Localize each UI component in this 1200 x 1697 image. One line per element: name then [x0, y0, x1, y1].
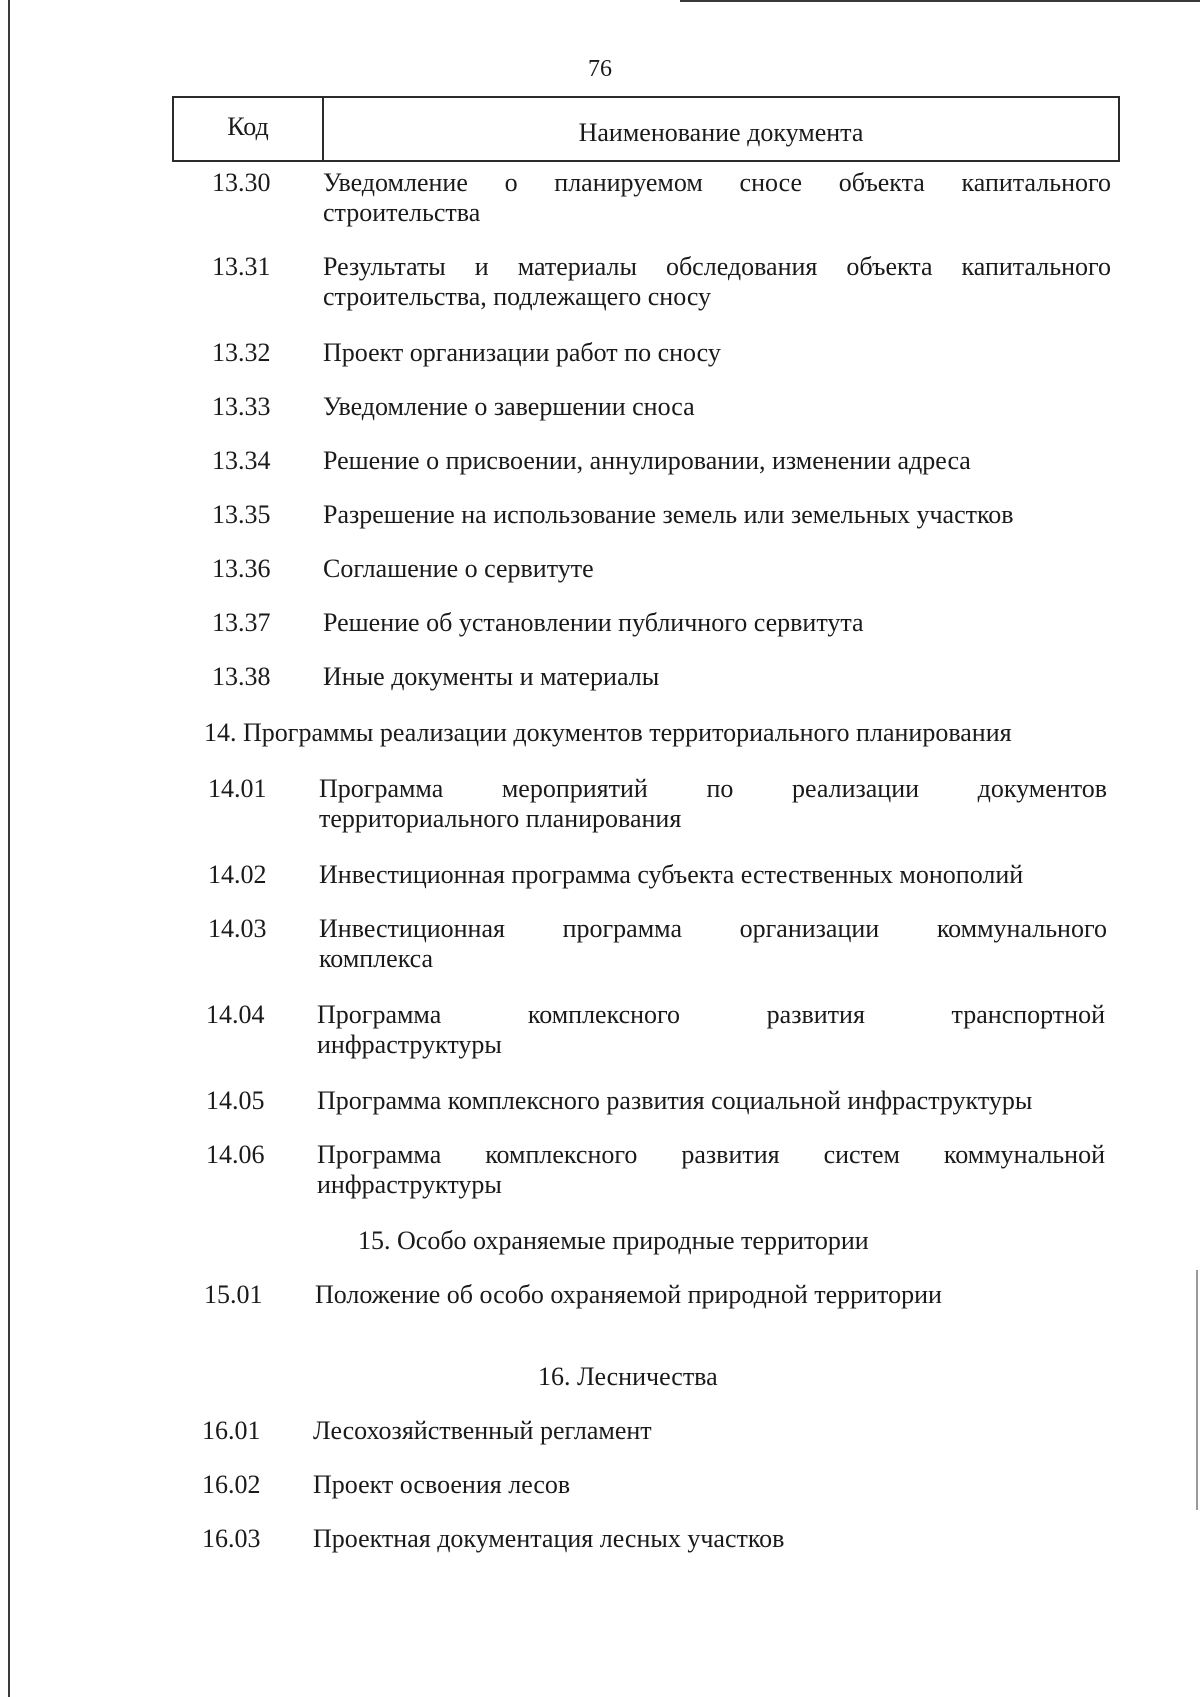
row-text: Инвестиционная программа субъекта естественных монополий [319, 860, 1024, 889]
row-text [317, 1000, 1105, 1060]
row-line-2: инфраструктуры [317, 1170, 502, 1199]
row-line-1: Уведомление о планируемом сносе объекта капитального [323, 168, 1111, 197]
row-text: Программа комплексного развития социальной инфраструктуры [317, 1086, 1033, 1115]
row-code: 14.03 [208, 914, 267, 943]
header-code: Код [227, 112, 269, 141]
row-code: 14.01 [208, 774, 267, 803]
row-line-2: строительства, подлежащего сносу [323, 282, 712, 311]
row-text [319, 774, 1107, 834]
scan-border-right [1196, 1270, 1198, 1510]
scan-border-top [680, 0, 1200, 2]
section-title: 16. Лесничества [538, 1362, 718, 1391]
row-line-1: Программа комплексного развития транспортной [317, 1000, 1105, 1029]
row-text: Проект организации работ по сносу [323, 338, 721, 367]
row-code: 13.38 [212, 662, 271, 691]
row-code: 14.05 [206, 1086, 265, 1115]
row-line-1: Инвестиционная программа организации коммунального [319, 914, 1107, 943]
row-text: Соглашение о сервитуте [323, 554, 594, 583]
row-text: Решение об установлении публичного сервитута [323, 608, 864, 637]
row-line-1: Программа комплексного развития систем коммунальной [317, 1140, 1105, 1169]
row-line-1: Результаты и материалы обследования объекта капитального [323, 252, 1111, 281]
row-code: 16.02 [202, 1470, 261, 1499]
row-text: Иные документы и материалы [323, 662, 660, 691]
scan-border-left [8, 0, 10, 1697]
row-text: Проект освоения лесов [313, 1470, 571, 1499]
header-name: Наименование документа [578, 118, 864, 147]
row-text [323, 252, 1111, 312]
row-code: 13.36 [212, 554, 271, 583]
page-number: 76 [588, 56, 612, 82]
row-code: 13.35 [212, 500, 271, 529]
section-title: 14. Программы реализации документов территориального планирования [204, 718, 1012, 747]
row-code: 13.32 [212, 338, 271, 367]
row-line-2: территориального планирования [319, 804, 682, 833]
row-code: 13.31 [212, 252, 271, 281]
row-text: Разрешение на использование земель или земельных участков [323, 500, 1014, 529]
row-code: 16.01 [202, 1416, 261, 1445]
row-code: 13.30 [212, 168, 271, 197]
row-line-2: инфраструктуры [317, 1030, 502, 1059]
row-code: 13.34 [212, 446, 271, 475]
row-text: Положение об особо охраняемой природной территории [315, 1280, 942, 1309]
row-code: 14.04 [206, 1000, 265, 1029]
row-code: 13.33 [212, 392, 271, 421]
row-text: Решение о присвоении, аннулировании, изменении адреса [323, 446, 971, 475]
row-text: Лесохозяйственный регламент [313, 1416, 652, 1445]
row-code: 16.03 [202, 1524, 261, 1553]
row-line-2: комплекса [319, 944, 434, 973]
row-code: 14.06 [206, 1140, 265, 1169]
row-text: Проектная документация лесных участков [313, 1524, 785, 1553]
row-code: 13.37 [212, 608, 271, 637]
row-text [319, 914, 1107, 974]
row-code: 15.01 [204, 1280, 263, 1309]
row-line-1: Программа мероприятий по реализации документов [319, 774, 1107, 803]
section-title: 15. Особо охраняемые природные территории [358, 1226, 869, 1255]
row-code: 14.02 [208, 860, 267, 889]
row-text [317, 1140, 1105, 1200]
table-header [172, 96, 1120, 162]
row-text [323, 168, 1111, 228]
row-line-2: строительства [323, 198, 481, 227]
row-text: Уведомление о завершении сноса [323, 392, 695, 421]
